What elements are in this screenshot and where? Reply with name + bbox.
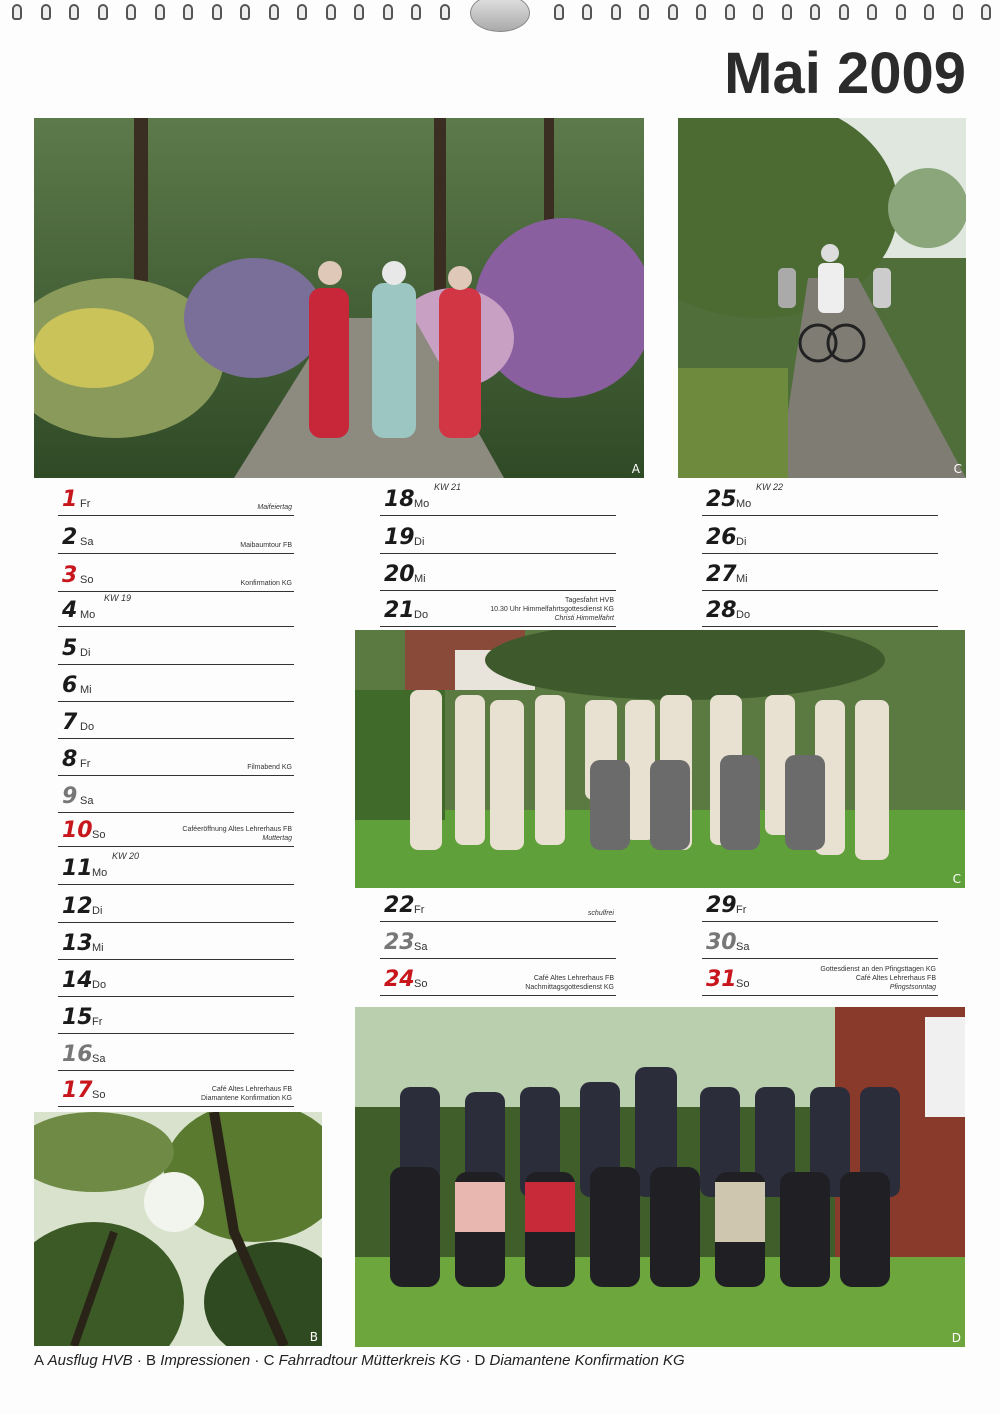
confirmation-image (355, 1007, 965, 1347)
day-row (58, 963, 294, 997)
day-events (490, 596, 614, 623)
day-number: 29 (706, 893, 737, 918)
day-number: 1 (62, 487, 78, 512)
day-row (58, 668, 294, 702)
spiral-ring (41, 4, 51, 20)
day-number: 17 (62, 1078, 93, 1103)
event-text: Café Altes Lehrerhaus FB (855, 975, 936, 982)
weekday-abbreviation: So (92, 1089, 106, 1101)
day-number: 26 (706, 525, 737, 550)
caption-separator: · (461, 1352, 475, 1369)
spiral-ring (981, 4, 991, 20)
photo-caption (34, 1352, 685, 1369)
day-events (241, 579, 292, 588)
photo-label-b: B (309, 1330, 318, 1344)
spiral-ring (782, 4, 792, 20)
spiral-ring (383, 4, 393, 20)
weekday-abbreviation: Mi (92, 942, 104, 954)
photo-diamond-confirmation (355, 1007, 965, 1347)
event-text: Pfingstsonntag (889, 984, 936, 991)
day-number: 28 (706, 598, 737, 623)
day-number: 22 (384, 893, 415, 918)
weekday-abbreviation: Do (414, 609, 429, 621)
day-row (58, 889, 294, 923)
event-text: Maifeiertag (257, 504, 292, 511)
caption-text-a: Ausflug HVB (47, 1352, 133, 1369)
hanger-hook (470, 0, 530, 32)
spiral-ring (668, 4, 678, 20)
spiral-ring (297, 4, 307, 20)
day-events (525, 974, 614, 992)
spiral-ring (269, 4, 279, 20)
weekday-abbreviation: Fr (80, 498, 91, 510)
event-text: Filmabend KG (247, 764, 292, 771)
photo-label-d: D (951, 1331, 961, 1345)
weekday-abbreviation: Do (736, 609, 751, 621)
photo-bike-tour (678, 118, 966, 478)
photo-garden-walk (34, 118, 644, 478)
weekday-abbreviation: Sa (736, 941, 750, 953)
day-row (58, 926, 294, 960)
spiral-ring (639, 4, 649, 20)
day-row (702, 888, 938, 922)
day-row (380, 925, 616, 959)
calendar-week-label: KW 19 (104, 593, 132, 603)
spiral-ring (554, 4, 564, 20)
photo-label-c-middle: C (952, 872, 961, 886)
weekday-abbreviation: Sa (80, 795, 94, 807)
day-row (58, 631, 294, 665)
event-text: Maibaumtour FB (240, 542, 292, 549)
spiral-ring (240, 4, 250, 20)
caption-separator: · (132, 1352, 147, 1369)
spiral-ring (12, 4, 22, 20)
day-row (380, 888, 616, 922)
weekday-abbreviation: Fr (414, 904, 425, 916)
caption-letter-d: D (474, 1352, 486, 1369)
weekday-abbreviation: So (92, 829, 106, 841)
spiral-ring (98, 4, 108, 20)
day-number: 11 (62, 856, 93, 881)
weekday-abbreviation: Do (92, 979, 107, 991)
day-row (380, 520, 616, 554)
weekday-abbreviation: So (80, 574, 94, 586)
weekday-abbreviation: Mo (414, 498, 430, 510)
day-row (58, 1073, 294, 1107)
event-text: Tagesfahrt HVB (564, 597, 614, 604)
weekday-abbreviation: So (414, 978, 428, 990)
day-number: 27 (706, 562, 737, 587)
photo-label-c-top: C (953, 462, 962, 476)
spiral-ring (924, 4, 934, 20)
weekday-abbreviation: Mo (736, 498, 752, 510)
day-number: 5 (62, 636, 78, 661)
weekday-abbreviation: Sa (92, 1053, 106, 1065)
day-row (702, 482, 938, 516)
day-events (182, 825, 292, 843)
caption-text-d: Diamantene Konfirmation KG (489, 1352, 685, 1369)
day-number: 9 (62, 784, 78, 809)
caption-separator: · (250, 1352, 264, 1369)
event-text: Gottesdienst an den Pfingsttagen KG (820, 966, 936, 973)
spiral-ring (69, 4, 79, 20)
spiral-ring (411, 4, 421, 20)
day-row (380, 962, 616, 996)
caption-letter-c: C (263, 1352, 275, 1369)
weekday-abbreviation: Di (92, 905, 103, 917)
day-row (702, 520, 938, 554)
caption-letter-a: A (34, 1352, 45, 1369)
day-number: 8 (62, 747, 78, 772)
calendar-week-label: KW 22 (756, 482, 784, 492)
day-row (58, 779, 294, 813)
spiral-ring (725, 4, 735, 20)
day-number: 6 (62, 673, 78, 698)
day-number: 4 (62, 598, 78, 623)
event-text: schulfrei (587, 910, 614, 917)
day-row (702, 962, 938, 996)
day-row (380, 557, 616, 591)
day-events (247, 763, 292, 772)
event-text: Nachmittagsgottesdienst KG (525, 984, 614, 991)
photo-label-a: A (631, 462, 640, 476)
trees-image (34, 1112, 322, 1346)
weekday-abbreviation: Mi (414, 573, 426, 585)
weekday-abbreviation: Sa (80, 536, 94, 548)
bike-tour-image (678, 118, 966, 478)
spiral-ring (183, 4, 193, 20)
day-row (58, 520, 294, 554)
day-number: 31 (706, 967, 737, 992)
calendar-week-label: KW 21 (434, 482, 462, 492)
day-number: 15 (62, 1005, 93, 1030)
day-events (257, 503, 292, 512)
day-number: 30 (706, 930, 737, 955)
spiral-ring (953, 4, 963, 20)
event-text: Diamantene Konfirmation KG (200, 1095, 292, 1102)
day-number: 16 (62, 1042, 93, 1067)
spiral-ring (354, 4, 364, 20)
day-row (58, 705, 294, 739)
event-text: Konfirmation KG (240, 580, 292, 587)
day-number: 23 (384, 930, 415, 955)
garden-walk-image (34, 118, 644, 478)
day-row (702, 593, 938, 627)
weekday-abbreviation: Mi (80, 684, 92, 696)
event-text: 10.30 Uhr Himmelfahrtsgottesdienst KG (490, 606, 614, 613)
day-row (58, 742, 294, 776)
day-number: 3 (62, 563, 78, 588)
weekday-abbreviation: Mo (80, 609, 96, 621)
day-number: 2 (62, 525, 78, 550)
spiral-ring (611, 4, 621, 20)
spiral-ring (896, 4, 906, 20)
day-row (58, 851, 294, 885)
spiral-ring (753, 4, 763, 20)
day-number: 13 (62, 931, 93, 956)
spiral-ring (810, 4, 820, 20)
day-events (588, 909, 614, 918)
weekday-abbreviation: Sa (414, 941, 428, 953)
day-number: 20 (384, 562, 415, 587)
day-number: 19 (384, 525, 415, 550)
caption-text-c: Fahrradtour Mütterkreis KG (278, 1352, 462, 1369)
caption-text-b: Impressionen (160, 1352, 251, 1369)
spiral-ring (326, 4, 336, 20)
day-row (380, 482, 616, 516)
day-number: 7 (62, 710, 78, 735)
group-women-image (355, 630, 965, 888)
month-title: Mai 2009 (724, 41, 966, 106)
event-text: Muttertag (262, 835, 292, 842)
spiral-ring (839, 4, 849, 20)
day-row (58, 813, 294, 847)
day-events (820, 965, 936, 992)
day-number: 25 (706, 487, 737, 512)
caption-letter-b: B (146, 1352, 157, 1369)
spiral-ring (696, 4, 706, 20)
weekday-abbreviation: Fr (80, 758, 91, 770)
day-events (201, 1085, 292, 1103)
spiral-ring (155, 4, 165, 20)
day-number: 21 (384, 598, 415, 623)
day-number: 12 (62, 894, 93, 919)
event-text: Café Altes Lehrerhaus FB (211, 1086, 292, 1093)
day-row (58, 1037, 294, 1071)
weekday-abbreviation: Di (736, 536, 747, 548)
spiral-ring (582, 4, 592, 20)
weekday-abbreviation: Fr (92, 1016, 103, 1028)
weekday-abbreviation: Do (80, 721, 95, 733)
day-number: 18 (384, 487, 415, 512)
weekday-abbreviation: Mi (736, 573, 748, 585)
spiral-ring (440, 4, 450, 20)
day-row (58, 1000, 294, 1034)
spiral-ring (867, 4, 877, 20)
day-row (58, 482, 294, 516)
event-text: Café Altes Lehrerhaus FB (533, 975, 614, 982)
day-events (240, 541, 292, 550)
day-number: 14 (62, 968, 93, 993)
day-row (702, 557, 938, 591)
event-text: Christi Himmelfahrt (554, 615, 614, 622)
day-number: 24 (384, 967, 415, 992)
weekday-abbreviation: Di (80, 647, 91, 659)
weekday-abbreviation: Fr (736, 904, 747, 916)
photo-impressions-trees (34, 1112, 322, 1346)
photo-group-women (355, 630, 965, 888)
day-row (380, 593, 616, 627)
weekday-abbreviation: So (736, 978, 750, 990)
spiral-ring (126, 4, 136, 20)
calendar-week-label: KW 20 (112, 851, 140, 861)
day-number: 10 (62, 818, 93, 843)
day-row (58, 558, 294, 592)
day-row (702, 925, 938, 959)
event-text: Caféeröffnung Altes Lehrerhaus FB (182, 826, 292, 833)
weekday-abbreviation: Di (414, 536, 425, 548)
weekday-abbreviation: Mo (92, 867, 108, 879)
day-row (58, 593, 294, 627)
spiral-ring (212, 4, 222, 20)
